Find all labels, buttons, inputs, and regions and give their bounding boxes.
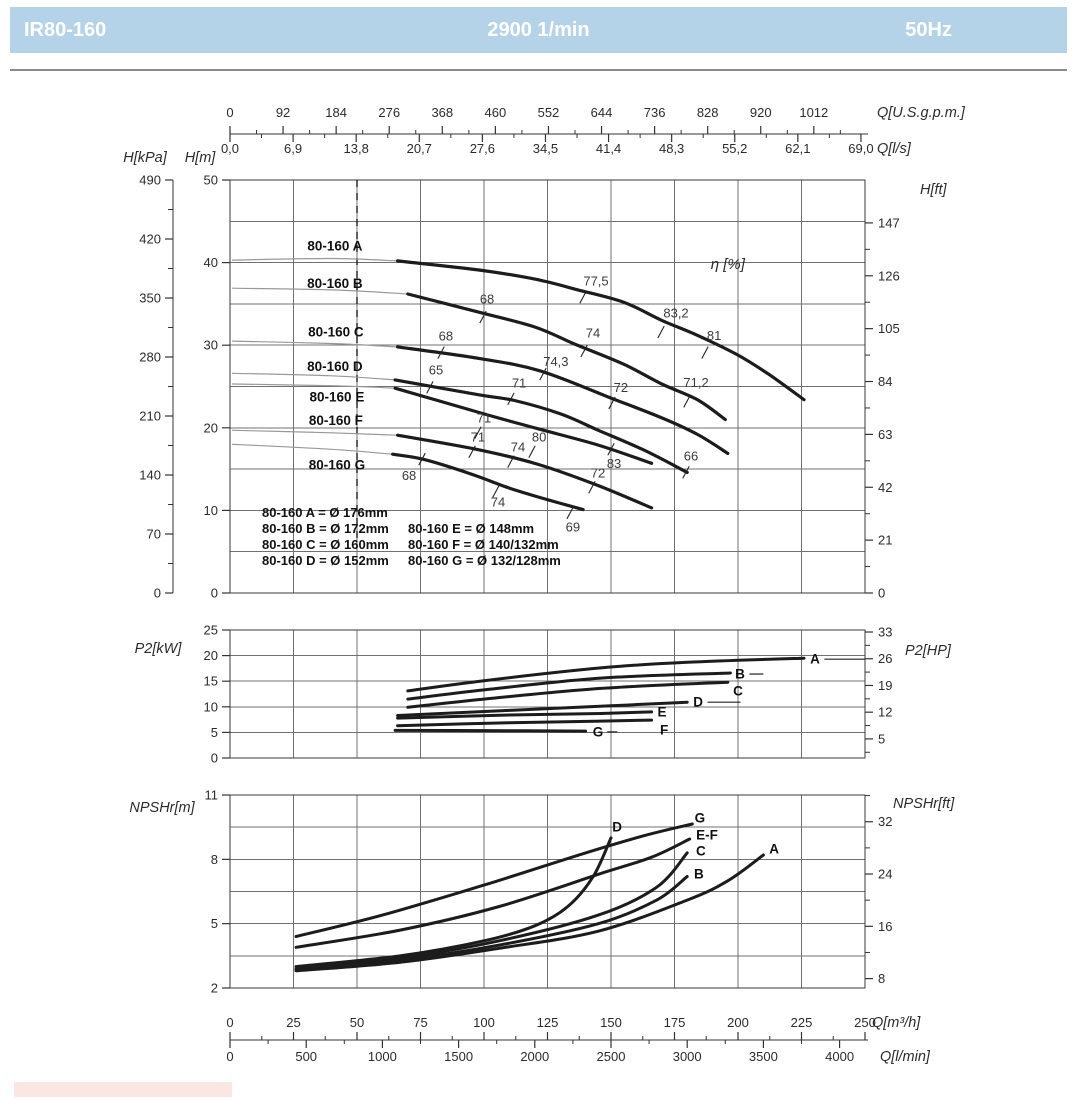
ls-tick-label: 62,1 bbox=[785, 141, 811, 156]
legend-item: 80-160 D = Ø 152mm bbox=[262, 553, 389, 568]
p2-curve-label: B bbox=[735, 666, 745, 682]
p2-curve-label: G bbox=[592, 724, 604, 740]
efficiency-label: 83 bbox=[606, 455, 622, 471]
npsh-ft-tick-label: 32 bbox=[878, 814, 893, 830]
efficiency-label: 77,5 bbox=[583, 273, 609, 289]
npshr-curve-label: E-F bbox=[696, 827, 718, 843]
lmin-tick-label: 3500 bbox=[748, 1049, 778, 1064]
ls-tick-label: 69,0 bbox=[848, 141, 874, 156]
npsh-m-tick-label: 5 bbox=[210, 916, 218, 932]
lmin-tick-label: 0 bbox=[226, 1049, 234, 1064]
p2-curve-label: F bbox=[659, 722, 669, 738]
efficiency-label: 74 bbox=[585, 325, 601, 341]
hp-tick-label: 26 bbox=[878, 651, 893, 667]
m3h-tick-label: 125 bbox=[536, 1015, 559, 1030]
p2-curve-label: E bbox=[657, 704, 667, 720]
kpa-tick-label: 70 bbox=[146, 526, 161, 542]
npsh-m-tick-label: 2 bbox=[210, 980, 218, 996]
curve-name-label: 80-160 E bbox=[309, 389, 365, 405]
kw-tick-label: 15 bbox=[203, 673, 218, 689]
efficiency-label: 72 bbox=[613, 379, 629, 395]
efficiency-label: 71 bbox=[511, 375, 527, 391]
hq-curve-thin-F bbox=[233, 430, 398, 435]
efficiency-label: 71,2 bbox=[683, 374, 709, 390]
gpm-tick-label: 0 bbox=[226, 105, 234, 120]
hq-curve-D bbox=[395, 380, 687, 473]
efficiency-label: 68 bbox=[479, 291, 495, 307]
gpm-tick-label: 828 bbox=[696, 105, 719, 120]
ls-tick-label: 20,7 bbox=[406, 141, 432, 156]
npsh-ft-tick-label: 24 bbox=[878, 866, 893, 882]
npsh-ft-tick-label: 16 bbox=[878, 918, 893, 934]
kpa-axis-title: H[kPa] bbox=[123, 150, 167, 166]
p2-curve-F bbox=[398, 720, 652, 726]
kpa-tick-label: 140 bbox=[139, 467, 161, 483]
efficiency-label: 68 bbox=[438, 328, 454, 344]
ls-tick-label: 41,4 bbox=[595, 141, 622, 156]
m3h-tick-label: 25 bbox=[286, 1015, 301, 1030]
kw-tick-label: 0 bbox=[210, 750, 218, 766]
hp-tick-label: 19 bbox=[878, 677, 893, 693]
hq-curve-thin-D bbox=[233, 373, 396, 380]
ls-tick-label: 13,8 bbox=[343, 141, 369, 156]
p2-curve-label: C bbox=[733, 683, 743, 699]
npshr-curve-D bbox=[296, 838, 611, 967]
hp-tick-label: 33 bbox=[878, 624, 893, 640]
efficiency-label: 71 bbox=[476, 410, 492, 426]
hft-tick-label: 105 bbox=[878, 321, 900, 337]
m3h-tick-label: 150 bbox=[600, 1015, 622, 1030]
hft-tick-label: 21 bbox=[878, 532, 893, 548]
efficiency-label: 71 bbox=[470, 429, 486, 445]
kpa-tick-label: 350 bbox=[139, 290, 161, 306]
kpa-tick-label: 210 bbox=[139, 408, 161, 424]
p2-curve-label: D bbox=[693, 694, 703, 710]
curve-name-label: 80-160 F bbox=[308, 412, 363, 428]
hp-axis-title: P2[HP] bbox=[905, 643, 951, 659]
hft-tick-label: 0 bbox=[878, 585, 886, 601]
pump-model: IR80-160 bbox=[24, 18, 107, 41]
hm-tick-label: 20 bbox=[203, 420, 218, 436]
gpm-tick-label: 552 bbox=[537, 105, 560, 120]
hft-axis-title: H[ft] bbox=[920, 182, 947, 198]
npsh-m-axis-title: NPSHr[m] bbox=[129, 800, 195, 816]
npshr-curve-label: C bbox=[696, 843, 706, 859]
legend-item: 80-160 A = Ø 176mm bbox=[262, 505, 388, 520]
head-flow-chart bbox=[123, 150, 947, 601]
p2-curve-B bbox=[408, 673, 731, 699]
efficiency-label: 66 bbox=[683, 448, 699, 464]
gpm-tick-label: 736 bbox=[643, 105, 666, 120]
hft-tick-label: 126 bbox=[878, 268, 900, 284]
npsh-m-tick-label: 11 bbox=[204, 787, 218, 803]
pump-frequency: 50Hz bbox=[905, 18, 952, 41]
hq-curve-G bbox=[393, 454, 583, 509]
kpa-tick-label: 0 bbox=[153, 585, 161, 601]
top-flow-axis bbox=[221, 105, 966, 157]
gpm-tick-label: 920 bbox=[749, 105, 772, 120]
efficiency-label: 68 bbox=[401, 468, 417, 484]
legend-item: 80-160 F = Ø 140/132mm bbox=[408, 537, 559, 552]
efficiency-label: 72 bbox=[590, 465, 606, 481]
hm-axis-title: H[m] bbox=[184, 150, 216, 166]
kw-tick-label: 5 bbox=[210, 724, 218, 740]
pump-speed: 2900 1/min bbox=[487, 18, 590, 41]
hft-tick-label: 42 bbox=[878, 479, 893, 495]
legend-item: 80-160 B = Ø 172mm bbox=[262, 521, 389, 536]
ls-tick-label: 0,0 bbox=[220, 141, 240, 156]
ls-tick-label: 55,2 bbox=[722, 141, 748, 156]
m3h-tick-label: 175 bbox=[663, 1015, 686, 1030]
efficiency-label: 74 bbox=[490, 494, 506, 510]
hft-tick-label: 84 bbox=[878, 374, 893, 390]
ls-tick-label: 48,3 bbox=[658, 141, 685, 156]
npshr-curve-label: A bbox=[769, 841, 779, 857]
npsh-ft-axis-title: NPSHr[ft] bbox=[893, 796, 955, 812]
npshr-curve-label: G bbox=[694, 810, 706, 826]
npshr-chart bbox=[129, 788, 955, 996]
power-chart bbox=[135, 623, 952, 766]
gpm-tick-label: 1012 bbox=[799, 105, 829, 120]
kw-tick-label: 25 bbox=[203, 622, 218, 638]
kw-tick-label: 20 bbox=[203, 648, 218, 664]
lmin-tick-label: 2500 bbox=[596, 1049, 626, 1064]
m3h-tick-label: 200 bbox=[727, 1015, 749, 1030]
curve-name-label: 80-160 B bbox=[307, 275, 363, 291]
hm-tick-label: 0 bbox=[210, 585, 218, 601]
hm-tick-label: 30 bbox=[203, 337, 218, 353]
lmin-tick-label: 1500 bbox=[444, 1049, 474, 1064]
m3h-tick-label: 50 bbox=[349, 1015, 365, 1030]
npshr-curve-C bbox=[296, 853, 687, 969]
npshr-curve-label: B bbox=[694, 866, 704, 882]
legend-item: 80-160 E = Ø 148mm bbox=[408, 521, 535, 536]
kpa-tick-label: 490 bbox=[139, 172, 161, 188]
gpm-tick-label: 276 bbox=[378, 105, 401, 120]
legend-item: 80-160 G = Ø 132/128mm bbox=[408, 553, 561, 568]
hq-curve-thin-G bbox=[233, 444, 393, 454]
m3h-tick-label: 250 bbox=[854, 1015, 876, 1030]
hft-tick-label: 63 bbox=[878, 426, 893, 442]
hp-tick-label: 12 bbox=[878, 704, 893, 720]
hq-curve-thin-C bbox=[233, 341, 398, 347]
lmin-tick-label: 2000 bbox=[520, 1049, 550, 1064]
kpa-tick-label: 420 bbox=[139, 231, 161, 247]
efficiency-label: 81 bbox=[706, 327, 722, 343]
ls-tick-label: 6,9 bbox=[284, 141, 303, 156]
npsh-ft-tick-label: 8 bbox=[878, 971, 886, 987]
curve-name-label: 80-160 D bbox=[307, 359, 363, 375]
ls-tick-label: 27,6 bbox=[469, 141, 496, 156]
gpm-tick-label: 644 bbox=[590, 105, 613, 120]
lmin-tick-label: 4000 bbox=[825, 1049, 855, 1064]
hq-curve-thin-A bbox=[233, 258, 398, 260]
efficiency-label: 74 bbox=[510, 439, 526, 455]
p2-curve-label: A bbox=[810, 651, 820, 667]
efficiency-axis-title: η [%] bbox=[710, 255, 745, 273]
lmin-tick-label: 3000 bbox=[672, 1049, 702, 1064]
gpm-axis-title: Q[U.S.g.p.m.] bbox=[877, 105, 965, 121]
efficiency-label: 69 bbox=[565, 519, 581, 535]
m3h-tick-label: 75 bbox=[413, 1015, 428, 1030]
npshr-curve-E-F bbox=[296, 839, 690, 947]
gpm-tick-label: 92 bbox=[275, 105, 291, 120]
curve-name-label: 80-160 A bbox=[307, 238, 363, 254]
m3h-axis-title: Q[m³/h] bbox=[872, 1015, 921, 1031]
npsh-m-tick-label: 8 bbox=[210, 851, 218, 867]
lmin-tick-label: 500 bbox=[295, 1049, 318, 1064]
curve-name-label: 80-160 C bbox=[308, 324, 364, 340]
impeller-trim-legend bbox=[262, 505, 561, 568]
bottom-flow-axis bbox=[226, 1015, 931, 1065]
gpm-tick-label: 184 bbox=[325, 105, 348, 120]
efficiency-label: 74,3 bbox=[543, 354, 569, 370]
gpm-tick-label: 460 bbox=[484, 105, 507, 120]
ls-axis-title: Q[l/s] bbox=[877, 141, 911, 157]
gpm-tick-label: 368 bbox=[431, 105, 454, 120]
hm-tick-label: 10 bbox=[203, 502, 218, 518]
lmin-tick-label: 1000 bbox=[367, 1049, 397, 1064]
efficiency-label: 83,2 bbox=[663, 305, 689, 321]
hp-tick-label: 5 bbox=[878, 731, 886, 747]
legend-item: 80-160 C = Ø 160mm bbox=[262, 537, 389, 552]
lmin-axis-title: Q[l/min] bbox=[880, 1049, 930, 1065]
hft-tick-label: 147 bbox=[878, 215, 900, 231]
npshr-curve-label: D bbox=[612, 819, 622, 835]
ls-tick-label: 34,5 bbox=[532, 141, 559, 156]
kw-axis-title: P2[kW] bbox=[134, 641, 182, 657]
hm-tick-label: 50 bbox=[203, 172, 218, 188]
kpa-tick-label: 280 bbox=[139, 349, 161, 365]
watermark bbox=[14, 1082, 232, 1097]
m3h-tick-label: 0 bbox=[226, 1015, 234, 1030]
efficiency-label: 65 bbox=[428, 362, 444, 378]
m3h-tick-label: 100 bbox=[473, 1015, 495, 1030]
m3h-tick-label: 225 bbox=[790, 1015, 813, 1030]
efficiency-label: 80 bbox=[531, 429, 547, 445]
p2-curve-G bbox=[395, 730, 585, 731]
hm-tick-label: 40 bbox=[203, 255, 218, 271]
curve-name-label: 80-160 G bbox=[308, 457, 366, 473]
kw-tick-label: 10 bbox=[203, 699, 218, 715]
